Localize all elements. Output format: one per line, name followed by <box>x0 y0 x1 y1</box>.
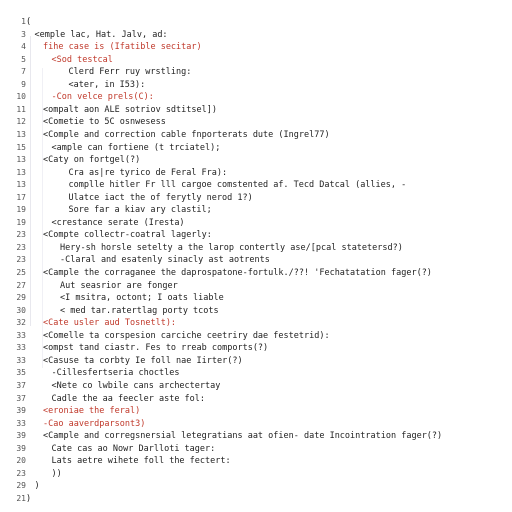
line-number: 33 <box>16 330 26 340</box>
line-text: <Cate usler aud Tosnetlt): <box>43 318 177 329</box>
line-text: < med tar.ratertlag porty tcots <box>60 305 219 316</box>
line-text: <ompst tand ciastr. Fes to rreab comports(?) <box>43 343 269 354</box>
line-number: 3 <box>21 29 26 39</box>
line-text: Lats aetre wihete foll the fectert: <box>51 456 231 467</box>
line-number: 23 <box>16 255 26 265</box>
line-number: 12 <box>16 117 26 127</box>
line-text: -Cao aaverdparsont3) <box>43 418 146 429</box>
line-number: 1 <box>21 17 26 26</box>
line-text: ) <box>26 493 32 504</box>
code-line[interactable] <box>0 491 512 507</box>
line-number: 11 <box>16 104 26 114</box>
line-number: 19 <box>16 205 26 215</box>
line-text: <Cometie to 5C osnwesess <box>43 117 166 128</box>
line-text: <ater, in I53): <box>68 79 146 90</box>
line-text: <Casuse ta corbty Ie foll nae Iirter(?) <box>43 355 243 366</box>
line-text: Ulatce iact the of ferytly nerod 1?) <box>68 192 253 203</box>
line-text: <eroniae the feral) <box>43 406 141 417</box>
line-number: 23 <box>16 468 26 478</box>
line-text: ) <box>34 481 40 492</box>
line-text: Cate cas ao Nowr Darlloti tager: <box>51 443 216 454</box>
line-number: 37 <box>16 380 26 390</box>
line-text: Hery-sh horsle setelty a the larop contertly ase/[pcal statetersd?) <box>60 242 403 253</box>
line-number: 4 <box>21 42 26 52</box>
line-number: 27 <box>16 280 26 290</box>
line-number: 13 <box>16 129 26 139</box>
line-text: <I msitra, octont; I oats liable <box>60 293 224 304</box>
line-number: 39 <box>16 406 26 416</box>
line-text: ( <box>26 17 32 27</box>
line-text: Aut seasrior are fonger <box>60 280 178 291</box>
line-number: 33 <box>16 355 26 365</box>
line-text: <Compte collectr-coatral lagerly: <box>43 230 212 241</box>
line-text: -Cillesfertseria choctles <box>51 368 180 379</box>
line-text: Cadle the aa feecler aste fol: <box>51 393 206 404</box>
line-number: 5 <box>21 54 26 64</box>
line-text: <Sod testcal <box>51 54 113 65</box>
line-number: 21 <box>16 493 26 503</box>
line-text: <crestance serate (Iresta) <box>51 217 185 228</box>
line-number: 13 <box>16 180 26 190</box>
line-number: 37 <box>16 393 26 403</box>
line-number: 32 <box>16 318 26 328</box>
line-number: 39 <box>16 431 26 441</box>
line-text: <ample can fortiene (t trciatel); <box>51 142 221 153</box>
line-number: 17 <box>16 192 26 202</box>
line-text: -Claral and esatenly sinacly ast aotrents <box>60 255 270 266</box>
line-text: fihe case is (Ifatible secitar) <box>43 42 202 53</box>
line-number: 9 <box>21 79 26 89</box>
line-text: -Con velce prels(C): <box>51 92 154 103</box>
line-number: 35 <box>16 368 26 378</box>
line-number: 23 <box>16 242 26 252</box>
line-text: <emple lac, Hat. Jalv, ad: <box>34 29 168 40</box>
line-text: )) <box>51 468 62 479</box>
line-number: 39 <box>16 443 26 453</box>
line-text: Cra as|re tyrico de Feral Fra): <box>68 167 228 178</box>
line-number: 13 <box>16 155 26 165</box>
line-number: 10 <box>16 92 26 102</box>
line-number: 33 <box>16 343 26 353</box>
line-number: 20 <box>16 456 26 466</box>
line-number: 13 <box>16 167 26 177</box>
line-text: Clerd Ferr ruy wrstling: <box>68 67 192 78</box>
line-text: <Comelle ta corspesion carciche ceetriry dae festetrid): <box>43 330 330 341</box>
line-number: 15 <box>16 142 26 152</box>
line-text: <Comple and correction cable fnporterats dute (Ingrel77) <box>43 129 330 140</box>
line-number: 30 <box>16 305 26 315</box>
line-text: Sore far a kiav ary clastil; <box>68 205 212 216</box>
line-text: complle hitler Fr lll cargoe comstented af. Tecd Datcal (allies, - <box>68 180 407 191</box>
line-number: 33 <box>16 418 26 428</box>
line-text: <Nete co lwbile cans archectertay <box>51 380 221 391</box>
line-text: <Cample and corregsnersial letegratians aat ofien- date Incointration fager(?) <box>43 431 443 442</box>
line-text: <Cample the corraganee the daprospatone-fortulk./??! 'Fechatatation fager(?) <box>43 268 432 278</box>
line-text: <Caty on fortgel(?) <box>43 155 141 166</box>
line-number: 29 <box>16 293 26 303</box>
line-text: <ompalt aon ALE sotriov sdtitsel]) <box>43 104 217 115</box>
line-number: 25 <box>16 268 26 277</box>
line-number: 23 <box>16 230 26 240</box>
line-number: 29 <box>16 481 26 491</box>
line-number: 7 <box>21 67 26 77</box>
line-number: 19 <box>16 217 26 227</box>
